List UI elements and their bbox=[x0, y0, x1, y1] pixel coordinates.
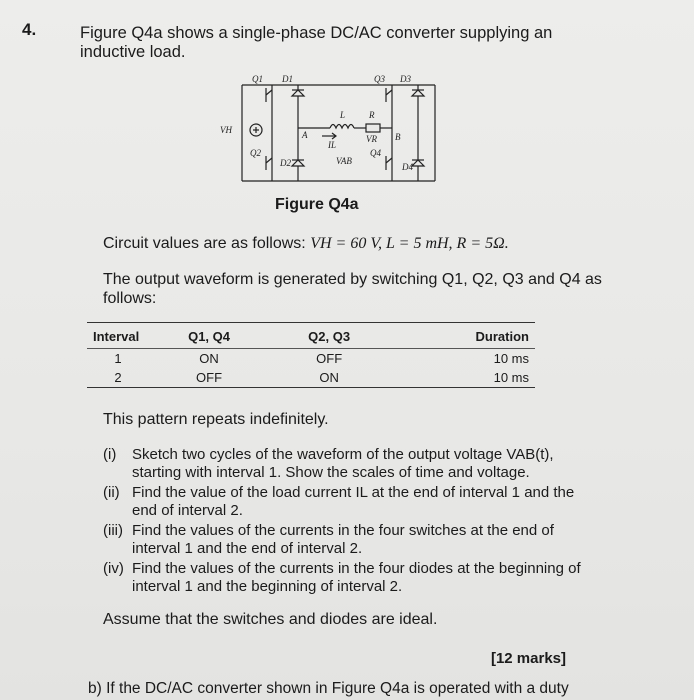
cell-q2-q3: OFF bbox=[316, 351, 343, 366]
label-vr: VR bbox=[366, 134, 377, 144]
subquestion-list bbox=[103, 446, 583, 598]
label-d2: D2 bbox=[280, 158, 291, 168]
label-node-a: A bbox=[302, 130, 308, 140]
label-d3: D3 bbox=[400, 74, 411, 84]
label-q2: Q2 bbox=[250, 148, 261, 158]
label-node-b: B bbox=[395, 132, 401, 142]
cell-interval: 1 bbox=[114, 351, 122, 366]
subquestion-label: (ii) bbox=[103, 484, 120, 501]
table-row bbox=[87, 349, 535, 369]
header-q2-q3: Q2, Q3 bbox=[308, 329, 351, 344]
label-q4: Q4 bbox=[370, 148, 381, 158]
header-q1-q4: Q1, Q4 bbox=[188, 329, 230, 344]
figure-caption: Figure Q4a bbox=[275, 196, 359, 213]
circuit-figure bbox=[220, 70, 435, 192]
circuit-values: VH = 60 V, L = 5 mH, R = 5Ω. bbox=[310, 235, 509, 252]
table-header-row bbox=[87, 323, 535, 349]
subquestion-label: (iv) bbox=[103, 560, 124, 577]
question-intro: Figure Q4a shows a single-phase DC/AC converter supplying an inductive load. bbox=[80, 24, 553, 61]
label-vab: VAB bbox=[336, 156, 352, 166]
list-item bbox=[103, 522, 583, 557]
header-interval: Interval bbox=[93, 329, 140, 344]
label-resistor: R bbox=[369, 110, 375, 120]
switching-table bbox=[87, 322, 535, 388]
repeat-text: This pattern repeats indefinitely. bbox=[103, 411, 329, 428]
label-il: IL bbox=[328, 140, 337, 150]
subquestion-text: Sketch two cycles of the waveform of the output voltage VAB(t), starting with interval 1. Show the scales of time and voltage. bbox=[132, 446, 554, 481]
list-item bbox=[103, 560, 583, 595]
subquestion-text: Find the value of the load current IL at the end of interval 1 and the end of interval 2. bbox=[132, 484, 575, 519]
marks-label: [12 marks] bbox=[490, 650, 566, 667]
label-q1: Q1 bbox=[252, 74, 263, 84]
label-d1: D1 bbox=[282, 74, 293, 84]
subquestion-text: Find the values of the currents in the four diodes at the beginning of interval 1 and the beginning of interval 2. bbox=[132, 560, 581, 595]
table-row bbox=[87, 368, 535, 388]
cell-q1-q4: OFF bbox=[196, 370, 223, 385]
label-d4: D4 bbox=[402, 162, 413, 172]
label-inductor: L bbox=[340, 110, 346, 120]
cell-duration: 10 ms bbox=[493, 370, 529, 385]
circuit-values-prefix: Circuit values are as follows: bbox=[103, 235, 306, 252]
assumption-text: Assume that the switches and diodes are ideal. bbox=[103, 611, 438, 628]
circuit-values-line bbox=[103, 234, 509, 253]
cell-q1-q4: ON bbox=[199, 351, 219, 366]
header-duration: Duration bbox=[475, 329, 529, 344]
part-b-text: b) If the DC/AC converter shown in Figure Q4a is operated with a duty bbox=[88, 680, 569, 697]
list-item bbox=[103, 446, 583, 481]
label-q3: Q3 bbox=[374, 74, 385, 84]
subquestion-text: Find the values of the currents in the four switches at the end of interval 1 and the end of interval 2. bbox=[132, 522, 554, 557]
cell-duration: 10 ms bbox=[493, 351, 529, 366]
question-number: 4. bbox=[22, 20, 37, 39]
cell-q2-q3: ON bbox=[319, 370, 339, 385]
list-item bbox=[103, 484, 583, 519]
waveform-description: The output waveform is generated by switching Q1, Q2, Q3 and Q4 as follows: bbox=[103, 271, 602, 307]
subquestion-label: (iii) bbox=[103, 522, 123, 539]
subquestion-label: (i) bbox=[103, 446, 117, 463]
label-vh: VH bbox=[220, 125, 232, 135]
cell-interval: 2 bbox=[114, 370, 122, 385]
